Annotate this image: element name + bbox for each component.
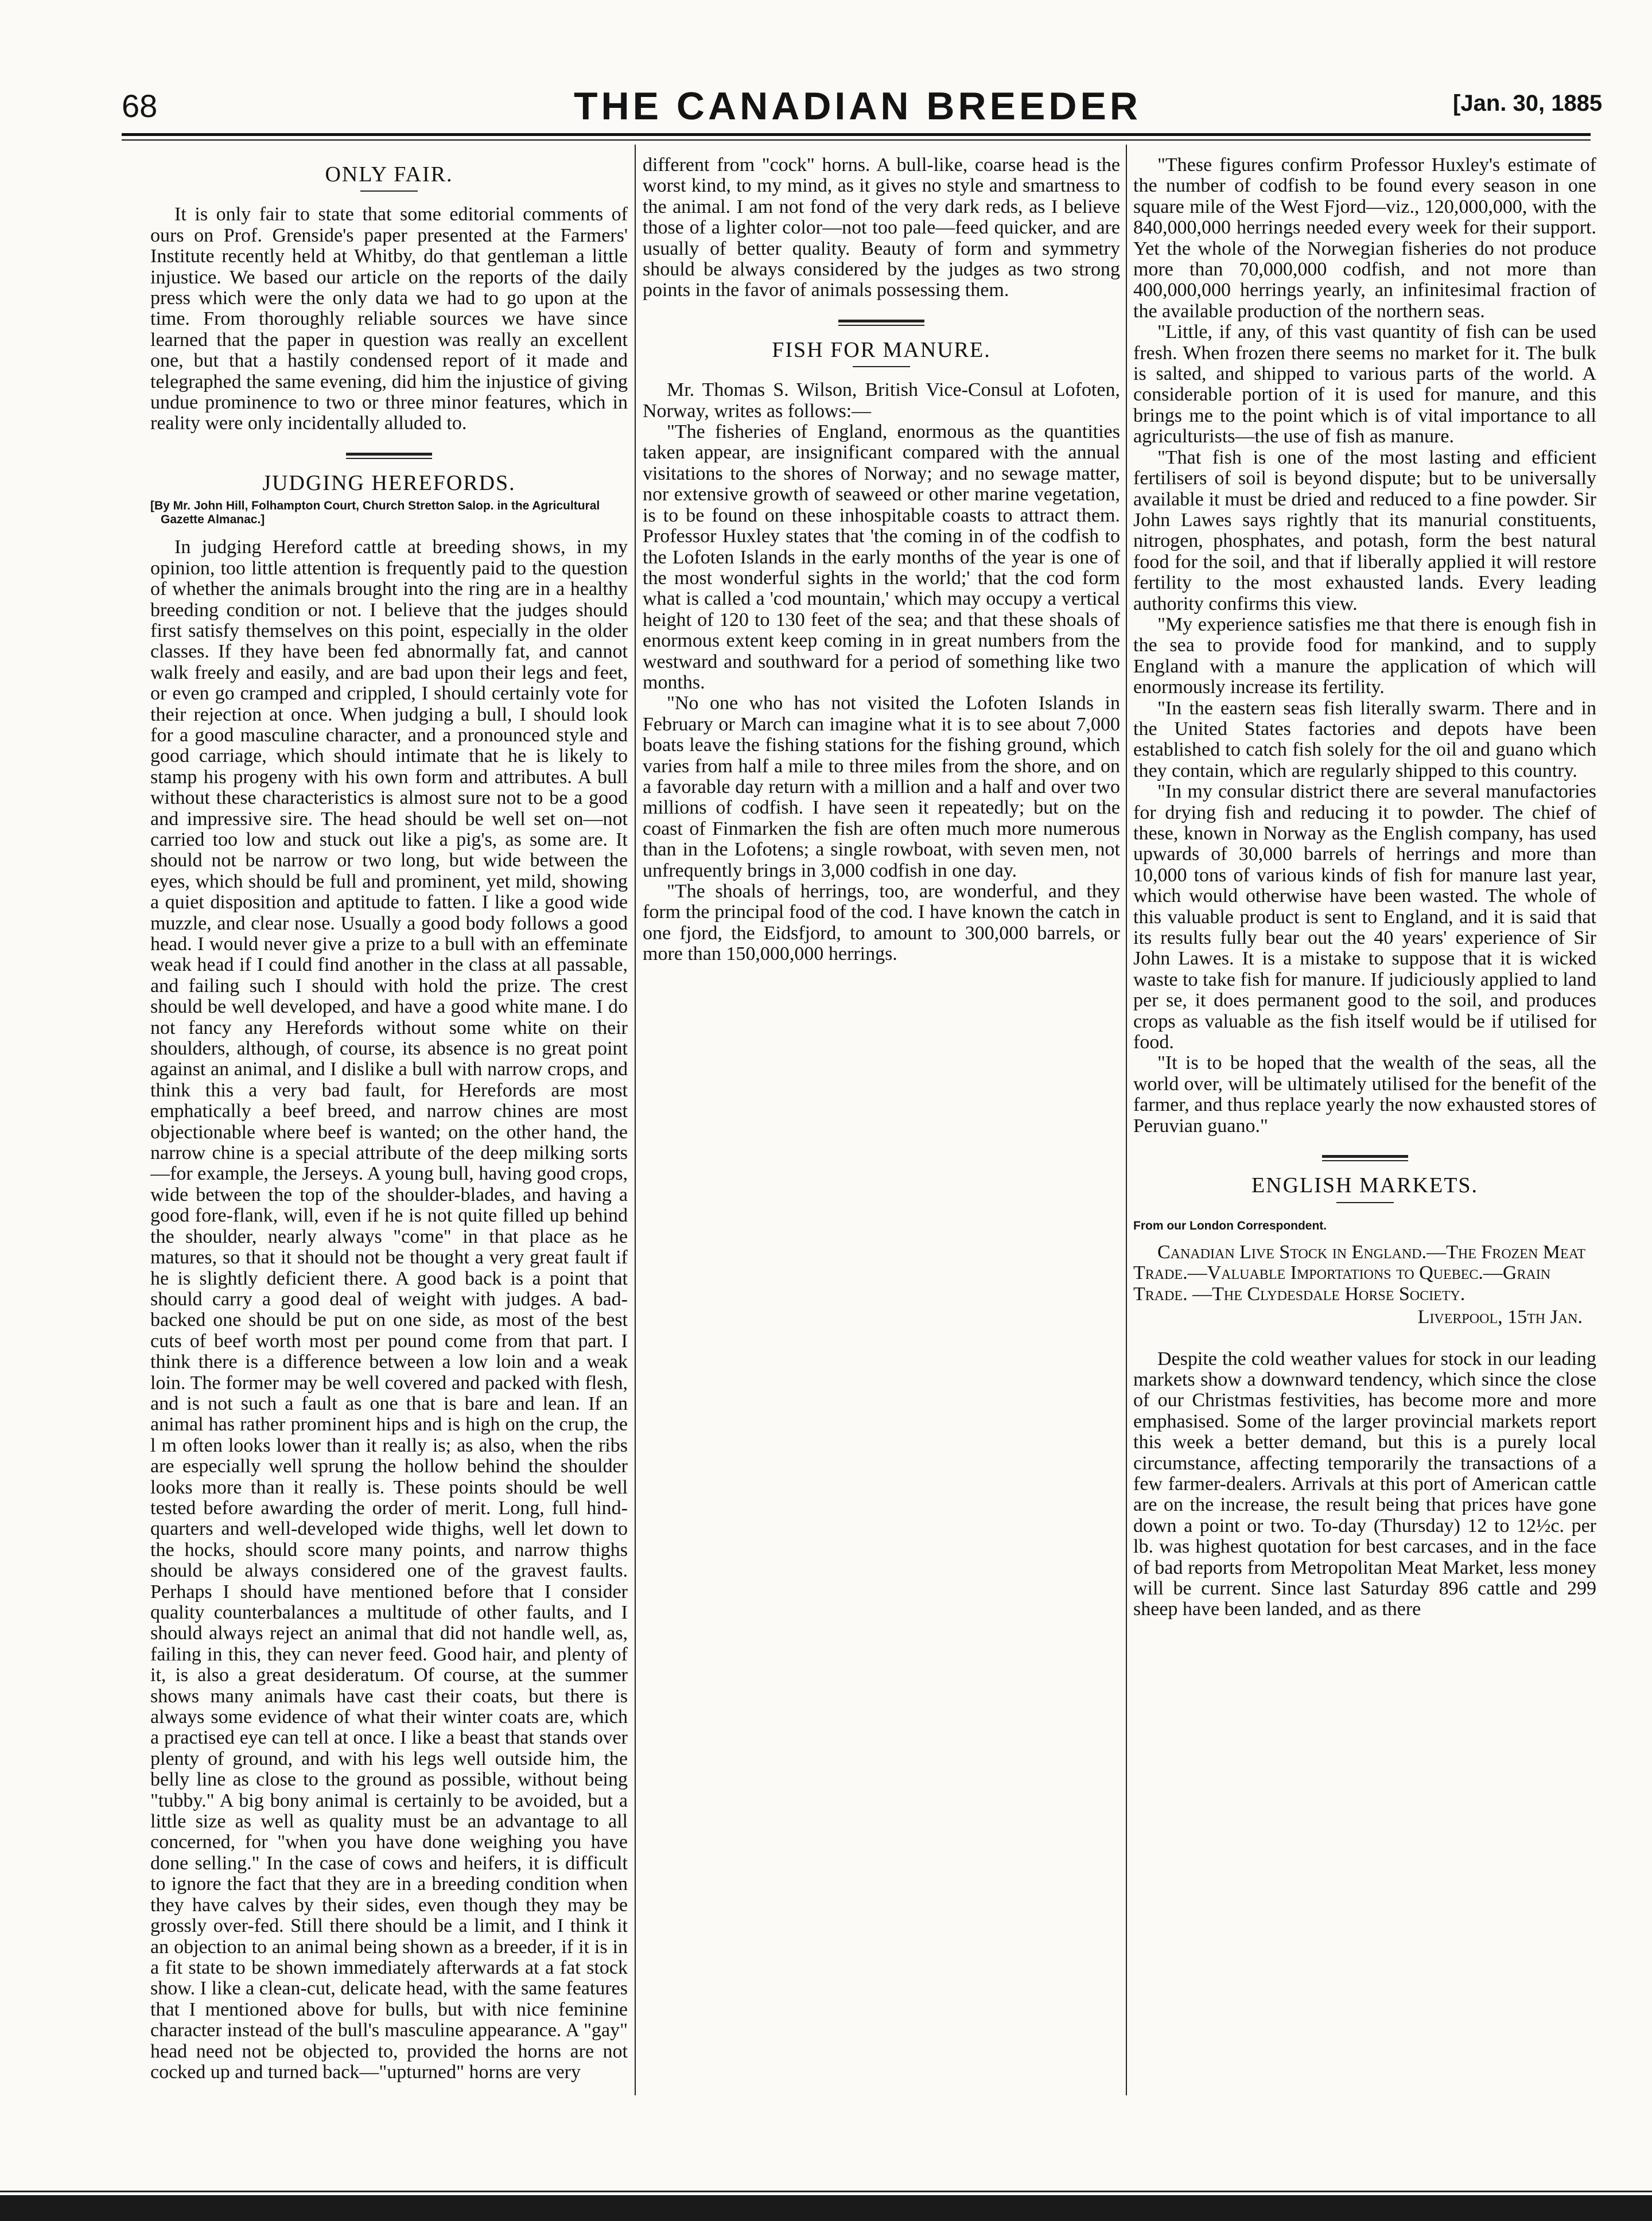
bottom-border-bar xyxy=(0,2195,1652,2221)
column-one xyxy=(150,155,628,2088)
header-rule-thin xyxy=(122,139,1591,141)
fish-paragraph-2: "The fisheries of England, enormous as the quantities taken appear, are insignificant compared with the annual visitations to the shores of Norway; and no sewage matter, nor extensive growth of seaweed or other marine vegetation, is to be found on these inhospitable coasts to attract them. Professor Huxley states that 'the coming in of the codfish to the Lofoten Islands in the early months of the year is one of the most wonderful sights in the world;' that the cod form what is called a 'cod mountain,' which may occupy a vertical height of 120 to 130 feet of the sea; and that these shoals of enormous extent keep coming in in great numbers from the westward and southward for a period of something like two months. xyxy=(643,421,1120,693)
column-two xyxy=(643,155,1120,2088)
bottom-rule xyxy=(0,2191,1652,2192)
fish-paragraph-8: "My experience satisfies me that there is enough fish in the sea to provide food for mankind, and to supply England with a manure the application of which will enormously increase its fertility. xyxy=(1133,613,1596,698)
fish-paragraph-10: "In my consular district there are several manufactories for drying fish and reducing it to powder. The chief of these, known in Norway as the English company, has used upwards of 30,000 barrels of herrings and more than 10,000 tons of various kinds of fish for manure last year, which would otherwise have been wasted. The whole of this valuable product is sent to England, and it is said that its results fully bear out the 40 years' experience of Sir John Lawes. It is a mistake to suppose that it is wicked waste to take fish for manure. If judiciously applied to land per se, it does permanent good to the soil, and produces crops as valuable as the fish itself would be if utilised for food. xyxy=(1133,781,1596,1053)
judging-herefords-continued: different from "cock" horns. A bull-like, coarse head is the worst kind, to my mind, as it gives no style and smartness to the animal. I am not fond of the very dark reds, as I believe those of a lighter color—not too pale—feed quicker, and are usually of better quality. Beauty of form and symmetry should be always considered by the judges as two strong points in the favor of animals possessing them. xyxy=(643,155,1120,301)
section-separator xyxy=(838,320,924,326)
heading-rule xyxy=(1336,1202,1394,1203)
fish-paragraph-3: "No one who has not visited the Lofoten Islands in February or March can imagine what it is to see about 7,000 boats leave the fishing stations for the fishing ground, which varies from half a mile to three miles from the shore, and on a favorable day return with a million and a half and over two millions of codfish. I have seen it repeatedly; but on the coast of Finmarken the fish are often much more numerous than in the Lofotens; a single rowboat, with seven men, not unfrequently brings in 3,000 codfish in one day. xyxy=(643,693,1120,881)
heading-rule xyxy=(853,366,910,367)
heading-rule xyxy=(360,190,418,192)
only-fair-paragraph: It is only fair to state that some editorial comments of ours on Prof. Grenside's paper presented at the Farmers' Institute recently held at Whitby, do that gentleman a little injustice. We based our article on the reports of the daily press which were the only data we had to go upon at the time. From thoroughly reliable sources we have since learned that the paper in question was really an excellent one, but that a hastily condensed report of it made and telegraphed the same evening, did him the injustice of giving undue prominence to two or three minor features, which in reality were only incidentally alluded to. xyxy=(150,204,628,434)
fish-paragraph-6: "Little, if any, of this vast quantity of fish can be used fresh. When frozen there seems no market for it. The bulk is salted, and shipped to various parts of the world. A considerable portion of it is used for manure, and this brings me to the point which is of vital importance to all agriculturists—the use of fish as manure. xyxy=(1133,321,1596,448)
column-three xyxy=(1133,155,1596,2088)
page-header xyxy=(0,0,1652,138)
judging-herefords-paragraph: In judging Hereford cattle at breeding shows, in my opinion, too little attention is frequently paid to the question of whether the animals brought into the ring are in a healthy breeding condition or not. I believe that the judges should first satisfy themselves on this point, especially in the older classes. If they have been fed abnormally fat, and cannot walk freely and easily, and are bad upon their legs and feet, or even go cramped and crippled, I should certainly vote for their rejection at once. When judging a bull, I should look for a good masculine character, and a pronounced style and good carriage, which should intimate that he is likely to stamp his progeny with his own form and attributes. A bull without these characteristics is almost sure not to be a good and impressive sire. The head should be well set on—not carried too low and stuck out like a pig's, as some are. It should not be narrow or two long, but wide between the eyes, which should be full and prominent, yet mild, showing a quiet disposition and aptitude to fatten. I like a good wide muzzle, and clear nose. Usually a good body follows a good head. I would never give a prize to a bull with an effeminate weak head if I could find another in the class at all passable, and failing such I should with hold the prize. The crest should be well developed, and have a good white mane. I do not fancy any Herefords without some white on their shoulders, although, of course, its absence is no great point against an animal, and I dislike a bull with narrow crops, and think this a very bad fault, for Herefords are most emphatically a beef breed, and narrow chines are most objectionable where beef is wanted; on the other hand, the narrow chine is a special attribute of the deep milking sorts—for example, the Jerseys. A young bull, having good crops, wide between the top of the shoulder-blades, and having a good fore-flank, will, even if he is not quite filled up behind the shoulder, nearly always "come" in that place as he matures, so that it should not be thought a very great fault if he is slightly deficient there. A good back is a point that should carry a good deal of weight with judges. A bad-backed one should be put on one side, as most of the best cuts of beef worth most per pound come from that part. I think there is a difference between a low loin and a weak loin. The former may be well covered and packed with flesh, and is not such a fault as one that is bare and lean. If an animal has rather prominent hips and is high on the crup, the l m often looks lower than it really is; as also, when the ribs are especially well sprung the hollow behind the shoulder looks more than it really is. These points should be well tested before awarding the order of merit. Long, full hind-quarters and well-developed wide thighs, well let down to the hocks, should score many points, and narrow thighs should be always considered one of the gravest faults. Perhaps I should have mentioned before that I consider quality counterbalances a multitude of other faults, and I should always reject an animal that did not handle well, as, failing in this, they can never feed. Good hair, and plenty of it, is also a great desideratum. Of course, at the summer shows many animals have cast their coats, but there is always some evidence of what their winter coats are, which a practised eye can tell at once. I like a beast that stands over plenty of ground, and with his legs well outside him, the belly line as close to the ground as possible, without being "tubby." A big bony animal is certainly to be avoided, but a little size as well as quality must be an advantage to all concerned, for "when you have done weighing you have done selling." In the case of cows and heifers, it is difficult to ignore the fact that they are in a breeding condition when they have calves by their sides, even though they may be grossly over-fed. Still there should be a limit, and I think it an objection to an animal being shown as a breeder, if it is in a fit state to be shown immediately afterwards at a fat stock show. I like a clean-cut, delicate head, with the same features that I mentioned above for bulls, but with nice feminine character instead of the bull's masculine appearance. A "gay" head need not be objected to, provided the horns are not cocked up and turned back—"upturned" horns are very xyxy=(150,536,628,2083)
markets-subheading: Canadian Live Stock in England.—The Frozen Meat Trade.—Valuable Importations to Quebec.—Grain Trade. —The Clydesdale Horse Society. xyxy=(1133,1241,1586,1305)
fish-paragraph-4: "The shoals of herrings, too, are wonderful, and they form the principal food of the cod. I have known the catch in one fjord, the Eidsfjord, to amount to 300,000 barrels, or more than 150,000,000 herrings. xyxy=(643,881,1120,965)
header-rule-thick xyxy=(122,133,1591,136)
fish-paragraph-1: Mr. Thomas S. Wilson, British Vice-Consul at Lofoten, Norway, writes as follows:— xyxy=(643,379,1120,422)
section-heading-fish-for-manure: FISH FOR MANURE. xyxy=(772,337,991,362)
issue-date: [Jan. 30, 1885 xyxy=(1453,91,1603,116)
markets-paragraph: Despite the cold weather values for stock in our leading markets show a downward tendency, which since the close of our Christmas festivities, has become more and more emphasised. Some of the larger provincial markets report this week a better demand, but this is a purely local circumstance, affecting temporarily the transactions of a few farmer-dealers. Arrivals at this port of American cattle are on the increase, the result being that prices have gone down a point or two. To-day (Thursday) 12 to 12½c. per lb. was highest quotation for best carcases, and in the face of bad reports from Metropolitan Meat Market, less money will be current. Since last Saturday 896 cattle and 299 sheep have been landed, and as there xyxy=(1133,1348,1596,1620)
fish-paragraph-9: "In the eastern seas fish literally swarm. There and in the United States factories and depots have been established to catch fish solely for the oil and guano which they contain, which are regularly shipped to this country. xyxy=(1133,697,1596,781)
dateline: Liverpool, 15th Jan. xyxy=(1417,1306,1583,1328)
correspondent-line: From our London Correspondent. xyxy=(1133,1219,1327,1232)
fish-paragraph-11: "It is to be hoped that the wealth of the seas, all the world over, will be ultimately utilised for the benefit of the farmer, and thus replace yearly the now exhausted stores of Peruvian guano." xyxy=(1133,1052,1596,1137)
article-byline: [By Mr. John Hill, Folhampton Court, Church Stretton Salop. in the Agricultural Gazette Almanac.] xyxy=(150,499,600,527)
fish-paragraph-5: "These figures confirm Professor Huxley's estimate of the number of codfish to be found every season in one square mile of the West Fjord—viz., 120,000,000, with the 840,000,000 herrings needed every week for their support. Yet the whole of the Norwegian fisheries do not produce more than 70,000,000 codfish, and not more than 400,000,000 herrings yearly, an infinitesimal fraction of the available production of the northern seas. xyxy=(1133,155,1596,322)
column-divider xyxy=(635,145,636,2095)
section-heading-judging-herefords: JUDGING HEREFORDS. xyxy=(262,470,516,495)
column-divider xyxy=(1126,145,1127,2095)
masthead-title: THE CANADIAN BREEDER xyxy=(574,84,1141,128)
section-separator xyxy=(1322,1155,1408,1161)
section-heading-only-fair: ONLY FAIR. xyxy=(325,162,453,186)
page-number: 68 xyxy=(122,88,158,124)
section-heading-english-markets: ENGLISH MARKETS. xyxy=(1251,1173,1479,1198)
fish-paragraph-7: "That fish is one of the most lasting and efficient fertilisers of soil is beyond dispute; but to be universally available it must be dried and reduced to a fine powder. Sir John Lawes says rightly that its manurial constituents, nitrogen, phosphates, and potash, form the best natural food for the soil, and that if liberally applied it will restore fertility to the most exhausted lands. Every leading authority confirms this view. xyxy=(1133,446,1596,614)
section-separator xyxy=(346,453,432,459)
